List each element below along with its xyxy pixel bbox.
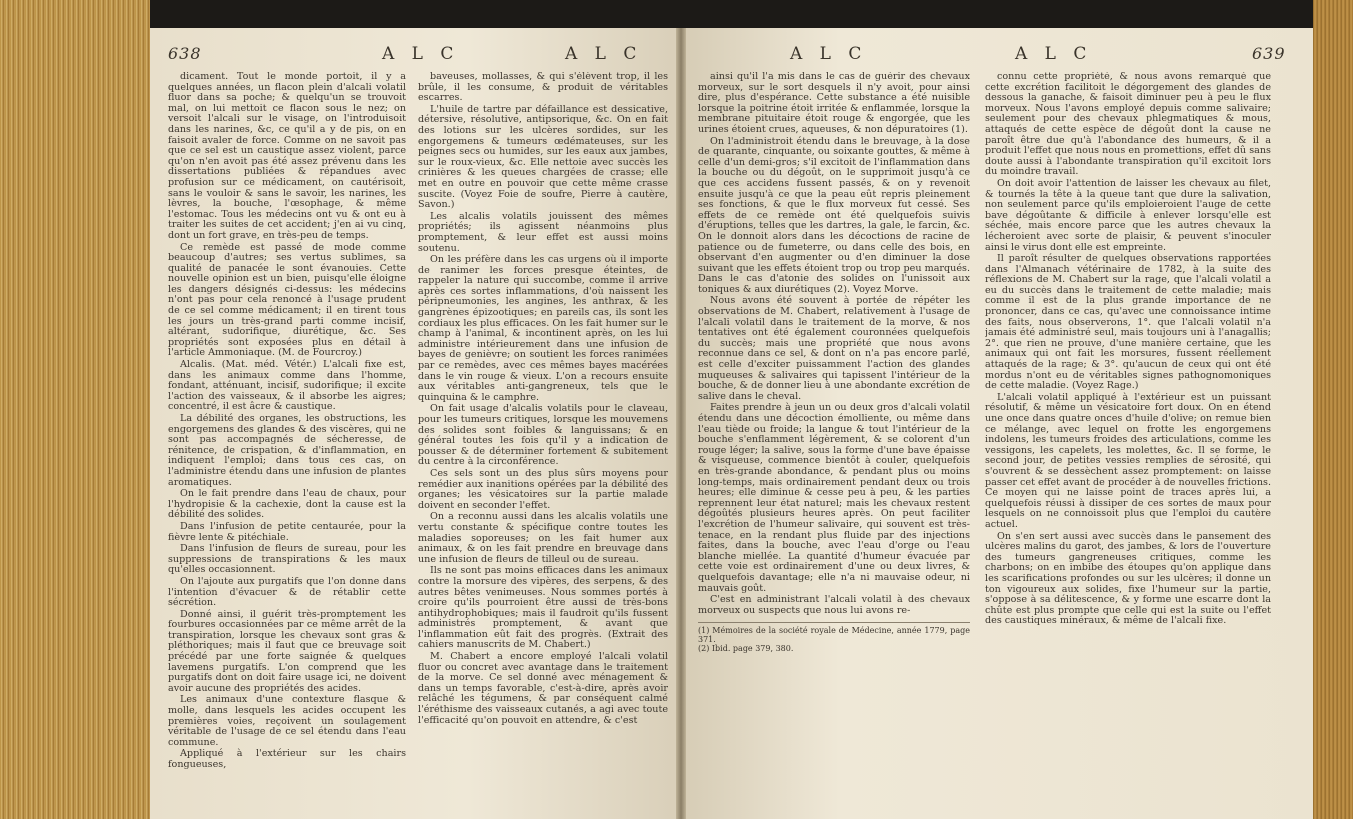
paragraph: Nous avons été souvent à portée de répéter les observations de M. Chabert, relativement à l'usage de l'alcali volatil dans le traitement de la morve, & nos tentatives ont été également couronnées quelquefois du succès; mais une propriété que nous avons reconnue dans ce sel, & dont on n'a pas encore parlé, est celle d'exciter puissamment l'action des glandes muqueuses & salivaires qui tapissent l'intérieur de la bouche, & de donner lieu à une abondante excrétion de salive dans le cheval. [698, 295, 970, 402]
paragraph: C'est en administrant l'alcali volatil à des chevaux morveux ou suspects que nous lui avons re- [698, 594, 970, 616]
paragraph: connu cette propriété, & nous avons remarqué que cette excrétion facilitoit le dégorgement des glandes de dessous la ganache, & faisoit diminuer peu à peu le flux morveux. Nous l'avons employé depuis comme salivaire; seulement pour des chevaux phlegmatiques & mous, attaqués de cette espèce de dégoût dont la cause ne paroît être due qu'à l'abondance des humeurs, & il a produit l'effet que nous nous en promettions, effet dû sans doute aussi à l'abondante transpiration qu'il excitoit lors du moindre travail. [985, 72, 1271, 178]
paragraph: Faites prendre à jeun un ou deux gros d'alcali volatil étendu dans une décoction émolliente, ou même dans l'eau tiède ou froide; la langue & tout l'intérieur de la bouche s'enflamment légèrement, & se colorent d'un rouge léger; la salive, sous la forme d'une bave épaisse & visqueuse, commence bientôt à couler, quelquefois en très-grande abondance, & pendant plus ou moins long-temps, mais ordinairement pendant deux ou trois heures; elle diminue & cesse peu à peu, & les parties reprennent leur état naturel; mais les chevaux restent dégoûtés plusieurs heures après. On peut faciliter l'excrétion de l'humeur salivaire, qui souvent est très-tenace, en la rendant plus fluide par des injections faites, dans la bouche, avec l'eau d'orge ou l'eau blanche miellée. La quantité d'humeur évacuée par cette voie est ordinairement d'une ou deux livres, & quelquefois davantage; elle n'a ni mauvaise odeur, ni mauvais goût. [698, 402, 970, 594]
footnotes [698, 622, 970, 653]
right-column-2 [985, 72, 1271, 798]
paragraph: Ces sels sont un des plus sûrs moyens pour remédier aux inanitions opérées par la débilité des organes; les vésicatoires sur la partie malade doivent en seconder l'effet. [418, 467, 668, 511]
paragraph: Dans l'infusion de fleurs de sureau, pour les suppressions de transpirations & les maux qu'elles occasionnent. [168, 543, 406, 576]
paragraph: Dans l'infusion de petite centaurée, pour la fièvre lente & pitéchiale. [168, 520, 406, 543]
paragraph: On s'en sert aussi avec succès dans le pansement des ulcères malins du garot, des jambes, & lors de l'ouverture des tumeurs gangreneuses critiques, comme les charbons; on en imbibe des étoupes qu'on applique dans les scarifications profondes ou sur les ulcères; il donne un ton vigoureux aux solides, fixe l'humeur sur la partie, s'oppose à sa délitescence, & y forme une escarre dont la chûte est plus prompte que celle qui est la suite ou l'effet des caustiques minéraux, & même de l'alcali fixe. [985, 530, 1271, 627]
right-page-number: 639 [1252, 44, 1286, 63]
right-column-1 [698, 72, 970, 798]
paragraph: Ce remède est passé de mode comme beaucoup d'autres; ses vertus sublimes, sa qualité de panacée le sont évanouies. Cette nouvelle opinion est un bien, puisqu'elle éloigne les dangers désignés ci-dessus: les médecins n'ont pas pour cela renoncé à l'usage prudent de ce sel comme médicament; il en tirent tous les jours un très-grand parti comme incisif, altérant, sudorifique, diurétique, &c. Ses propriétés sont exposées plus en détail à l'article Ammoniaque. (M. de Fourcroy.) [168, 241, 406, 359]
book-gutter [676, 28, 686, 819]
paragraph: L'huile de tartre par défaillance est dessicative, détersive, résolutive, antipsorique, &c. On en fait des lotions sur les ulcères sordides, sur les engorgemens & tumeurs œdémateuses, sur les peignes secs ou humides, sur les eaux aux jambes, sur le roux-vieux, &c. Elle nettoie avec succès les crinières & les queues chargées de crasse; elle met en outre en pouvoir que cette même crasse suscite. (Voyez Foie de soufre, Pierre à cautère, Savon.) [418, 103, 668, 211]
paragraph: M. Chabert a encore employé l'alcali volatil fluor ou concret avec avantage dans le traitement de la morve. Ce sel donné avec ménagement & dans un temps favorable, c'est-à-dire, après avoir relâché les tégumens, & par conséquent calmé l'éréthisme des vaisseaux cutanés, a agi avec toute l'efficacité qu'on pouvoit en attendre, & c'est [418, 651, 668, 726]
book-edge-right [1313, 0, 1353, 819]
paragraph: On l'administroit étendu dans le breuvage, à la dose de quarante, cinquante, ou soixante gouttes, & même à celle d'un demi-gros; s'il excitoit de l'inflammation dans la bouche ou du dégoût, on le supprimoit jusqu'à ce que ces accidens fussent passés, & on y revenoit ensuite jusqu'à ce que la peau eût repris pleinement ses fonctions, & que le flux morveux fut cessé. Ses effets de ce remède ont été quelquefois suivis d'éruptions, telles que les dartres, la gale, le farcin, &c. On le donnoit alors dans les décoctions de racine de patience ou de fumeterre, ou dans celle des bois, en observant d'en augmenter ou d'en diminuer la dose suivant que les effets étoient trop ou trop peu marqués. Dans le cas d'atonie des solides on l'unissoit aux toniques & aux diurétiques (2). Voyez Morve. [698, 135, 970, 295]
paragraph: baveuses, mollasses, & qui s'élèvent trop, il les brûle, il les consume, & produit de véritables escarres. [418, 72, 668, 104]
paragraph: La débilité des organes, les obstructions, les engorgemens des glandes & des viscères, qui ne sont pas accompagnés de sécheresse, de rénitence, de crispation, & d'inflammation, en indiquent l'emploi; dans tous ces cas, on l'administre étendu dans une infusion de plantes aromatiques. [168, 413, 406, 488]
paragraph: Appliqué à l'extérieur sur les chairs fongueuses, [168, 748, 406, 770]
paragraph: On a reconnu aussi dans les alcalis volatils une vertu constante & spécifique contre toutes les maladies soporeuses; on les fait humer aux animaux, & on les fait prendre en breuvage dans une infusion de fleurs de tilleul ou de sureau. [418, 511, 668, 565]
paragraph: On les préfère dans les cas urgens où il importe de ranimer les forces presque éteintes, de rappeler la nature qui succombe, comme il arrive après ces sortes inflammations, d'où naissent les péripneumonies, les angines, les anthrax, & les gangrènes épizootiques; en pareils cas, ils sont les cordiaux les plus efficaces. On les fait humer sur le champ à l'animal, & incontinent après, on les lui administre intérieurement dans une infusion de bayes de genièvre; on soutient les forces ranimées par ce remèdes, avec ces mêmes bayes macérées dans le vin rouge & vieux. L'on a recours ensuite aux véritables anti-gangreneux, tels que le quinquina & le camphre. [418, 254, 668, 403]
book-edge-left [0, 0, 150, 819]
paragraph: On doit avoir l'attention de laisser les chevaux au filet, & tournés la tête à la queue tant que dure la salivation, non seulement parce qu'ils emploieroient l'auge de cette bave dégoûtante & difficile à enlever lorsqu'elle est séchée, mais encore parce que les autres chevaux la lécheroient avec sorte de plaisir, & peuvent s'inoculer ainsi le virus dont elle est empreinte. [985, 177, 1271, 253]
paragraph: dicament. Tout le monde portoit, il y a quelques années, un flacon plein d'alcali volatil fluor dans sa poche; & quelqu'un se trouvoit mal, on lui mettoit ce flacon sous le nez; on versoit l'alcali sur le visage, on l'introduisoit dans les narines, &c, ce qu'il a y de pis, on en faisoit avaler de force. Comme on ne savoit pas que ce sel est un caustique assez violent, parce qu'on n'en avoit pas été assez prévenu dans les dissertations publiées & répandues avec profusion sur ce médicament, on cautérisoit, sans le vouloir & sans le savoir, les narines, les lèvres, la bouche, l'œsophage, & même l'estomac. Tous les médecins ont vu & ont eu à traiter les suites de cet accident; j'en ai vu cinq, dont un fort grave, en très-peu de temps. [168, 72, 406, 241]
paragraph: L'alcali volatil appliqué à l'extérieur est un puissant résolutif, & même un vésicatoire fort doux. On en étend une once dans quatre onces d'huile d'olive; on remue bien ce mélange, avec lequel on frotte les engorgemens indolens, les tumeurs froides des articulations, comme les vessigons, les capelets, les molettes, &c. Il se forme, le second jour, de petites vessies remplies de sérosité, qui s'ouvrent & se dessèchent assez promptement: on laisse passer cet effet avant de procéder à de nouvelles frictions. Ce moyen qui ne laisse point de traces après lui, a quelquefois réussi à dissiper de ces sortes de maux pour lesquels on ne connoissoit plus que l'emploi du cautère actuel. [985, 391, 1271, 530]
paragraph: On le fait prendre dans l'eau de chaux, pour l'hydropisie & la cachexie, dont la cause est la débilité des solides. [168, 488, 406, 521]
paragraph: Donné ainsi, il guérit très-promptement les fourbures occasionnées par ce même arrêt de la transpiration, lorsque les chevaux sont gras & pléthoriques; mais il faut que ce breuvage soit précédé par une forte saignée & quelques lavemens purgatifs. L'on comprend que les purgatifs dont on doit faire usage ici, ne doivent avoir aucune des propriétés des acides. [168, 608, 406, 694]
footnote: (1) Mémoires de la société royale de Médecine, année 1779, page 371. [698, 626, 970, 645]
paragraph: Les alcalis volatils jouissent des mêmes propriétés; ils agissent néanmoins plus promptement, & leur effet est aussi moins soutenu. [418, 210, 668, 254]
paragraph: ainsi qu'il l'a mis dans le cas de guérir des chevaux morveux, sur le sort desquels il n'y avoit, pour ainsi dire, plus d'espérance. Cette substance a été nuisible lorsque la poitrine étoit irritée & enflammée, lorsque la membrane pituitaire étoit rouge & engorgée, que les urines étoient crues, aqueuses, & non dépuratoires (1). [698, 72, 970, 135]
paragraph: Les animaux d'une contexture flasque & molle, dans lesquels les acides occupent les premières voies, reçoivent un soulagement véritable de l'usage de ce sel étendu dans l'eau commune. [168, 694, 406, 748]
left-column-2 [418, 72, 668, 798]
paragraph: Alcalis. (Mat. méd. Vétér.) L'alcali fixe est, dans les animaux comme dans l'homme, fondant, atténuant, incisif, sudorifique; il excite l'action des vaisseaux, & il absorbe les aigres; concentré, il est âcre & caustique. [168, 359, 406, 413]
right-running-head-2: A L C [1015, 44, 1093, 64]
right-running-head-1: A L C [790, 44, 868, 64]
paragraph: Il paroît résulter de quelques observations rapportées dans l'Almanach vétérinaire de 1782, à la suite des réflexions de M. Chabert sur la rage, que l'alcali volatil a eu du succès dans le traitement de cette maladie; mais comme il est de la plus grande importance de ne prononcer, dans ce cas, qu'avec une connoissance intime des faits, nous observerons, 1°. que l'alcali volatil n'a jamais été administré seul, mais toujours uni à l'anagallis; 2°. que rien ne prouve, d'une manière certaine, que les animaux qui ont fait les morsures, fussent réellement attaqués de la rage; & 3°. qu'aucun de ceux qui ont été mordus n'ont eu de véritables signes pathognomoniques de cette maladie. (Voyez Rage.) [985, 253, 1271, 392]
left-running-head-1: A L C [382, 44, 460, 64]
footnote: (2) Ibid. page 379, 380. [698, 644, 794, 654]
left-page-number: 638 [168, 44, 202, 63]
paragraph: Ils ne sont pas moins efficaces dans les animaux contre la morsure des vipères, des serpens, & des autres bêtes venimeuses. Nous sommes portés à croire qu'ils pourroient être aussi de très-bons antihydrophobiques; mais il faudroit qu'ils fussent administrés promptement, & avant que l'inflammation eût fait des progrès. (Extrait des cahiers manuscrits de M. Chabert.) [418, 565, 668, 651]
left-running-head-2: A L C [565, 44, 643, 64]
paragraph: On l'ajoute aux purgatifs que l'on donne dans l'intention d'évacuer & de rétablir cette sécrétion. [168, 575, 406, 609]
paragraph: On fait usage d'alcalis volatils pour le claveau, pour les tumeurs critiques, lorsque les mouvemens des solides sont foibles & languissans; & en général toutes les fois qu'il y a indication de pousser & de déterminer fortement & subitement du centre à la circonférence. [418, 403, 668, 468]
left-column-1 [168, 72, 406, 798]
